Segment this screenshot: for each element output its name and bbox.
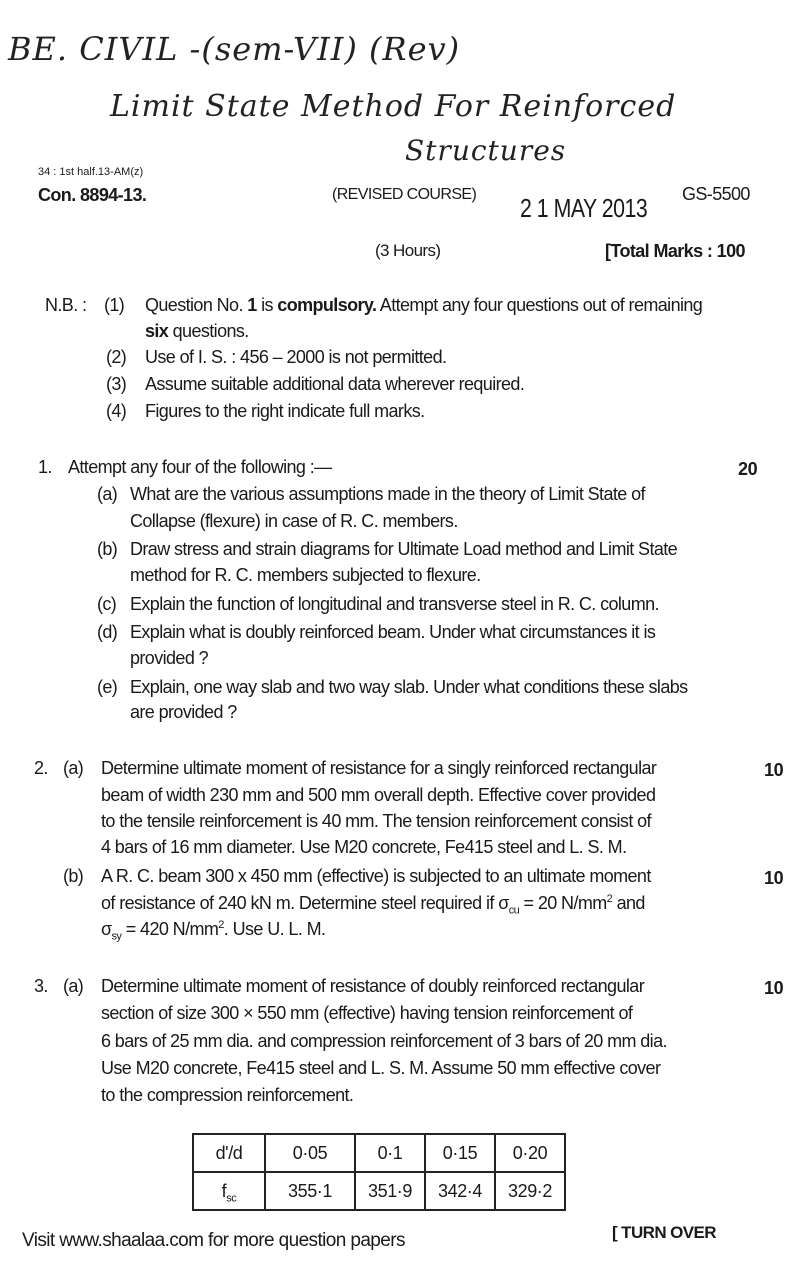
- q1c-line: Explain the function of longitudinal and transverse steel in R. C. column.: [130, 594, 659, 614]
- q1d-line: provided ?: [130, 648, 209, 668]
- table-cell: 0·1: [355, 1134, 425, 1172]
- nb-num-3: (3): [106, 374, 127, 394]
- subscript: cu: [508, 904, 520, 917]
- q2a-line: Determine ultimate moment of resistance for a singly reinforced rectangular: [101, 758, 657, 778]
- nb-item-4: Figures to the right indicate full marks.: [145, 401, 425, 421]
- q1e-label: (e): [97, 677, 118, 697]
- q1e-line: are provided ?: [130, 702, 237, 722]
- gs-code: GS-5500: [682, 184, 750, 204]
- q2a-label: (a): [63, 758, 84, 778]
- superscript: 2: [606, 893, 613, 905]
- handwritten-subject: Limit State Method For Reinforced: [110, 89, 677, 124]
- text: f: [221, 1180, 227, 1201]
- q2b-marks: 10: [764, 868, 784, 888]
- text: questions.: [168, 321, 249, 341]
- duration: (3 Hours): [375, 241, 441, 260]
- q2a-line: to the tensile reinforcement is 40 mm. The tension reinforcement consist of: [101, 811, 651, 831]
- text: = 420 N/mm: [121, 919, 219, 939]
- q2b-line: A R. C. beam 300 x 450 mm (effective) is subjected to an ultimate moment: [101, 866, 651, 886]
- table-cell: 329·2: [495, 1172, 565, 1210]
- text: 1: [247, 295, 257, 315]
- nb-num-1: (1): [104, 295, 125, 315]
- q1d-line: Explain what is doubly reinforced beam. Under what circumstances it is: [130, 622, 656, 642]
- table-cell: 0·20: [495, 1134, 565, 1172]
- table-row: [193, 1172, 565, 1210]
- nb-item-3: Assume suitable additional data wherever required.: [145, 374, 525, 394]
- text: is: [256, 295, 278, 315]
- table-cell: 0·15: [425, 1134, 495, 1172]
- subscript: sc: [226, 1192, 237, 1205]
- q1b-line: method for R. C. members subjected to flexure.: [130, 565, 481, 585]
- course-label: (REVISED COURSE): [332, 186, 477, 203]
- q3a-marks: 10: [764, 978, 784, 998]
- q1a-line: What are the various assumptions made in the theory of Limit State of: [130, 484, 645, 504]
- q1b-label: (b): [97, 539, 118, 559]
- text: six: [145, 321, 169, 341]
- text: of resistance of 240 kN m. Determine steel required if σ: [101, 893, 509, 913]
- q3a-line: section of size 300 × 550 mm (effective) having tension reinforcement of: [101, 1003, 633, 1023]
- text: compulsory.: [277, 295, 377, 315]
- q3a-line: Use M20 concrete, Fe415 steel and L. S. M. Assume 50 mm effective cover: [101, 1058, 661, 1078]
- q3a-line: 6 bars of 25 mm dia. and compression reinforcement of 3 bars of 20 mm dia.: [101, 1031, 667, 1051]
- nb-item-2: Use of I. S. : 456 – 2000 is not permitted.: [145, 347, 447, 367]
- subscript: sy: [111, 930, 122, 943]
- con-number: Con. 8894-13.: [38, 185, 147, 205]
- footer-visit-text: Visit www.shaalaa.com for more question papers: [22, 1230, 405, 1251]
- q3a-line: to the compression reinforcement.: [101, 1085, 354, 1105]
- table-cell: 0·05: [265, 1134, 355, 1172]
- date-stamp: 2 1 MAY 2013: [520, 193, 648, 223]
- q1e-line: Explain, one way slab and two way slab. Under what conditions these slabs: [130, 677, 688, 697]
- q1-number: 1.: [38, 457, 52, 477]
- q1b-line: Draw stress and strain diagrams for Ultimate Load method and Limit State: [130, 539, 678, 559]
- text: Question No.: [145, 295, 243, 315]
- q3a-label: (a): [63, 976, 84, 996]
- q1d-label: (d): [97, 622, 118, 642]
- q2b-label: (b): [63, 866, 84, 886]
- total-marks: [Total Marks : 100: [605, 241, 745, 261]
- handwritten-course: BE. CIVIL -(sem-VII) (Rev): [8, 30, 461, 68]
- nb-label: N.B. :: [45, 295, 87, 315]
- superscript: 2: [218, 919, 224, 931]
- nb-item-1: [145, 294, 702, 316]
- nb-num-2: (2): [106, 347, 127, 367]
- q2a-line: beam of width 230 mm and 500 mm overall depth. Effective cover provided: [101, 785, 656, 805]
- text: . Use U. L. M.: [223, 919, 326, 939]
- nb-num-4: (4): [106, 401, 127, 421]
- q3-number: 3.: [34, 976, 48, 996]
- table-cell: 355·1: [265, 1172, 355, 1210]
- q2a-marks: 10: [764, 760, 784, 780]
- text: and: [612, 893, 645, 913]
- table-header-cell: d'/d: [193, 1134, 265, 1172]
- q1a-line: Collapse (flexure) in case of R. C. members.: [130, 511, 458, 531]
- nb-item-1-cont: [145, 320, 249, 342]
- turn-over: [ TURN OVER: [612, 1223, 716, 1242]
- fsc-table: [192, 1133, 566, 1211]
- table-cell: 342·4: [425, 1172, 495, 1210]
- q3a-line: Determine ultimate moment of resistance of doubly reinforced rectangular: [101, 976, 645, 996]
- text: σ: [101, 919, 112, 939]
- handwritten-subject-cont: Structures: [405, 134, 567, 167]
- q1a-label: (a): [97, 484, 118, 504]
- table-cell: 351·9: [355, 1172, 425, 1210]
- q1-marks: 20: [738, 459, 758, 479]
- q2b-line: [101, 892, 645, 917]
- q1c-label: (c): [97, 594, 117, 614]
- q2-number: 2.: [34, 758, 48, 778]
- text: Attempt any four questions out of remaining: [376, 295, 703, 315]
- q1-text: Attempt any four of the following :—: [68, 457, 332, 477]
- table-row: [193, 1134, 565, 1172]
- table-header-cell: [193, 1172, 265, 1210]
- q2a-line: 4 bars of 16 mm diameter. Use M20 concrete, Fe415 steel and L. S. M.: [101, 837, 627, 857]
- text: = 20 N/mm: [519, 893, 607, 913]
- q2b-line: [101, 918, 326, 943]
- paper-code-small: 34 : 1st half.13-AM(z): [38, 166, 144, 178]
